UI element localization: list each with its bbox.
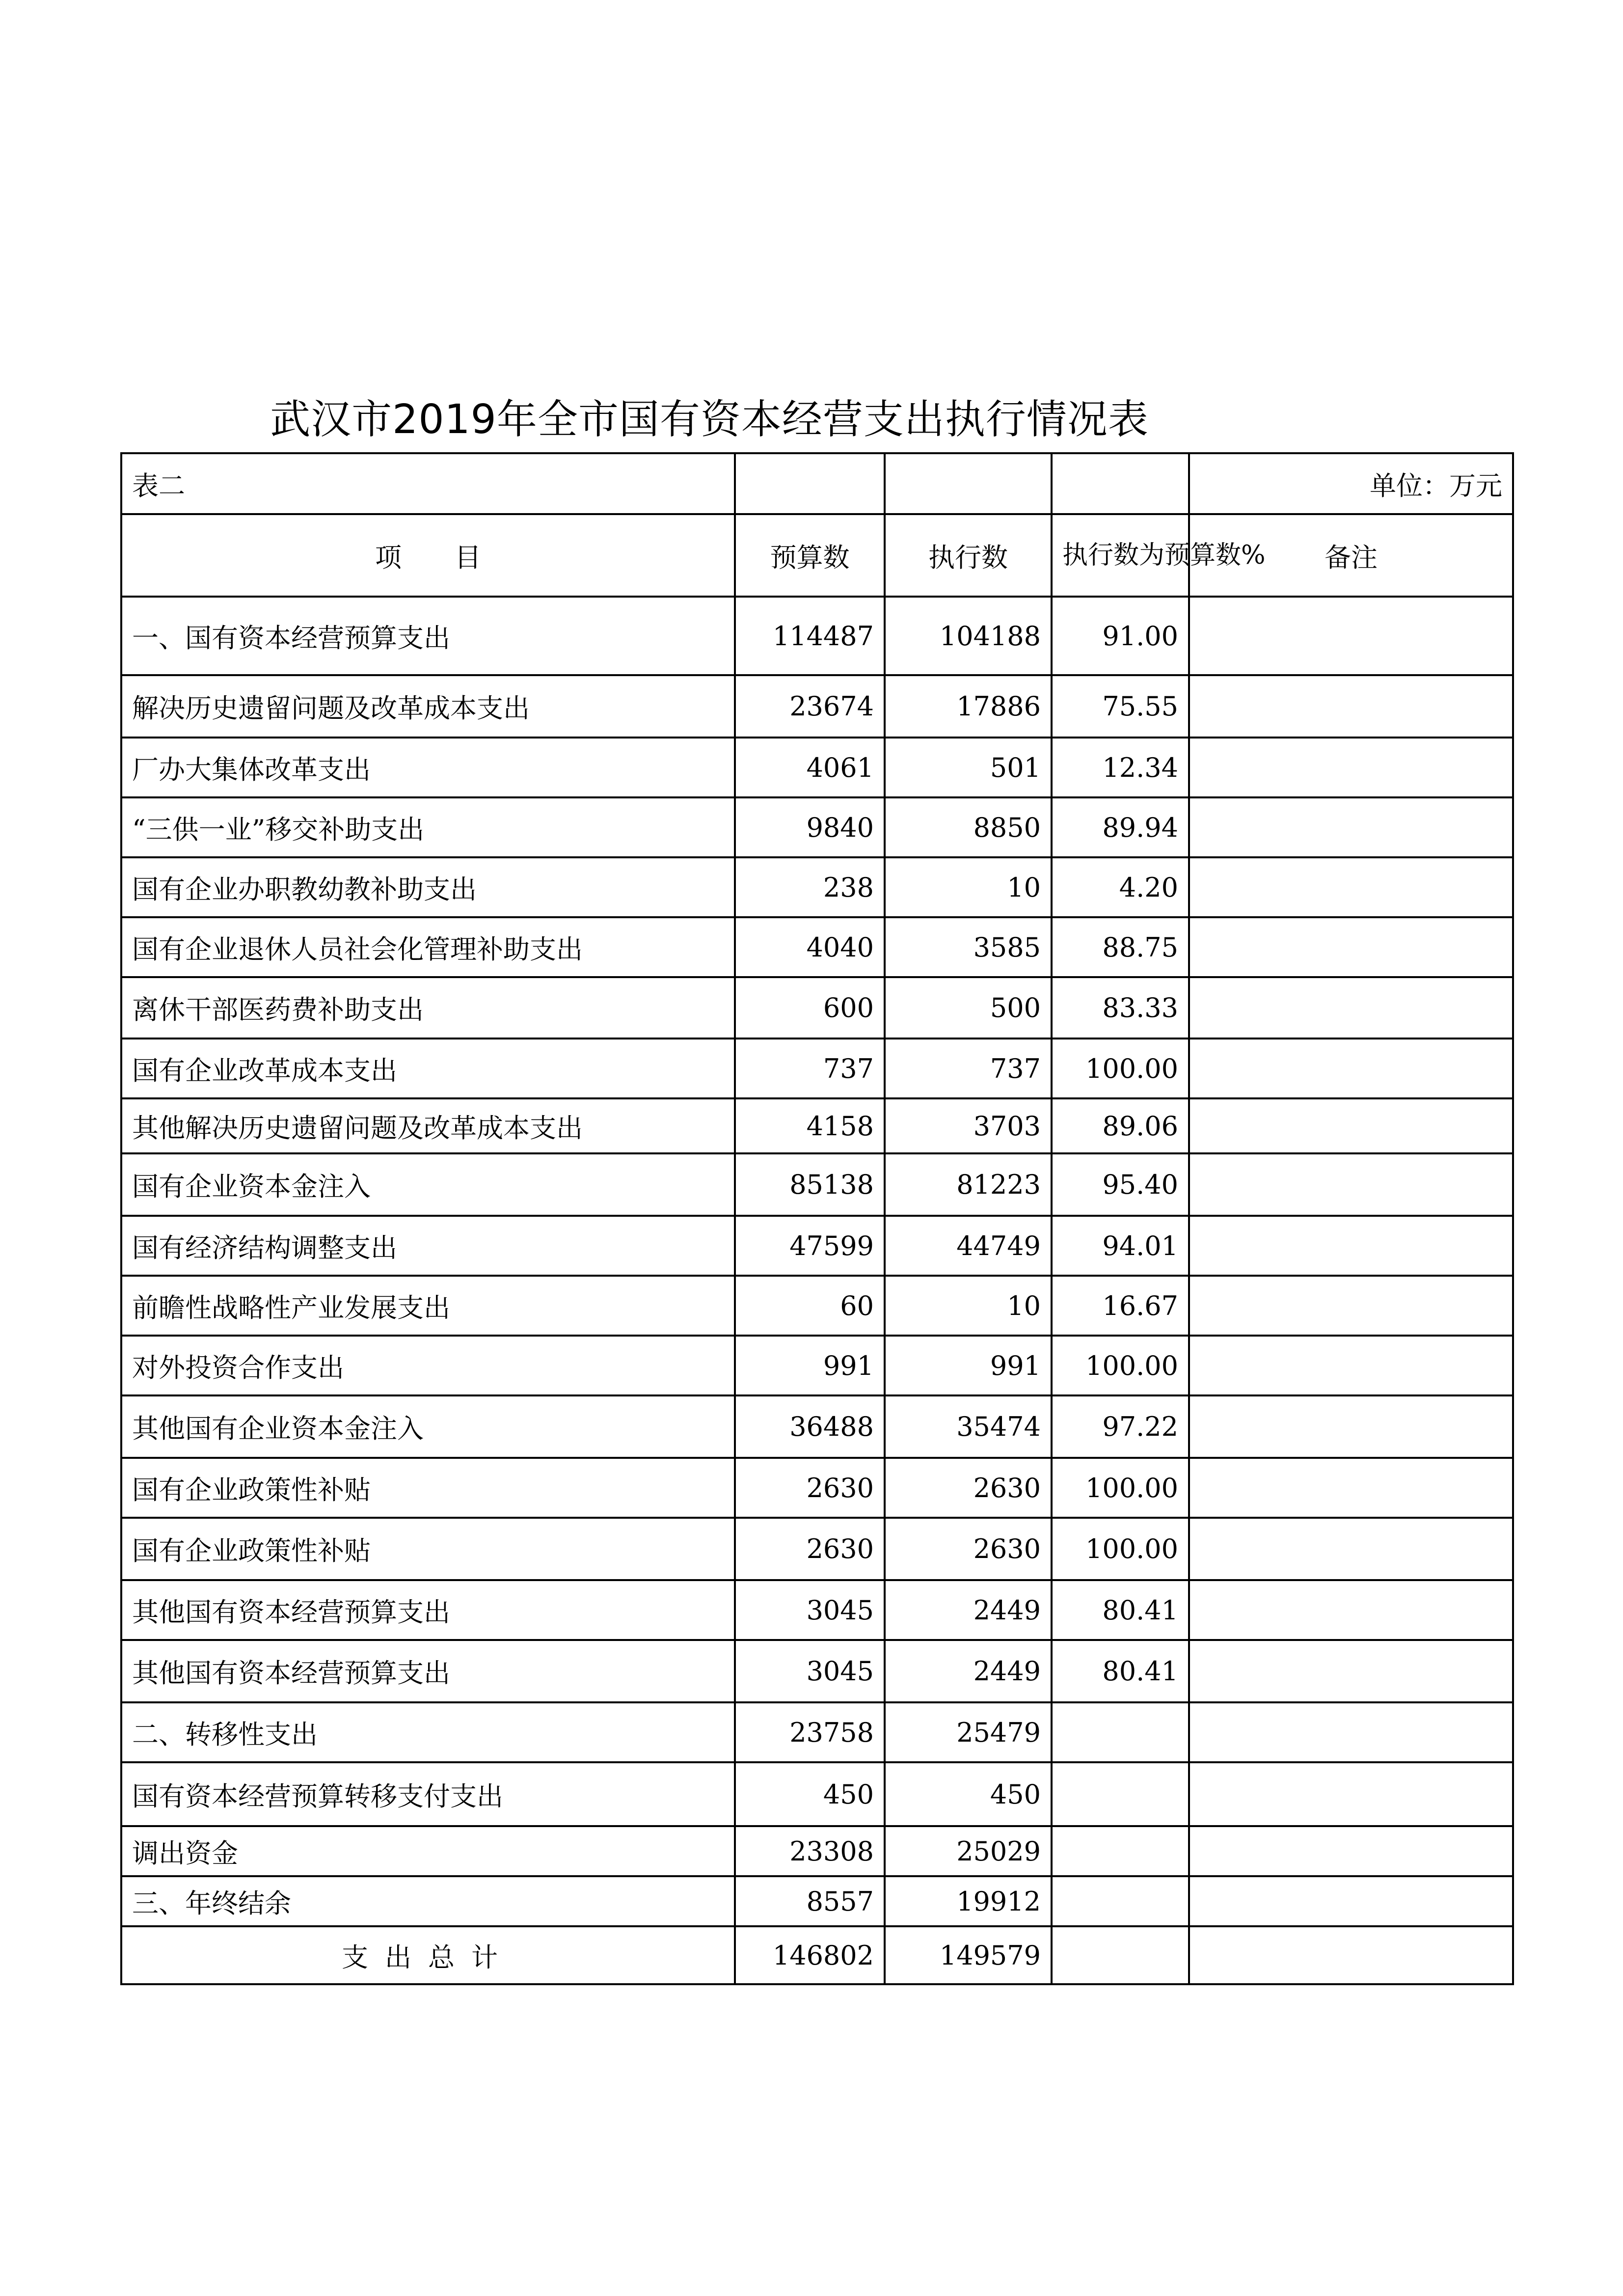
page-title: 武汉市2019年全市国有资本经营支出执行情况表	[270, 396, 1149, 443]
row-item-name: 支出总计	[121, 1926, 735, 1984]
row-budget-value: 991	[735, 1336, 885, 1395]
header-budget: 预算数	[735, 514, 885, 597]
table-row	[121, 1153, 1513, 1216]
table-row	[121, 1876, 1513, 1926]
row-note	[1189, 1153, 1513, 1216]
table-row	[121, 1458, 1513, 1518]
table-row	[121, 1762, 1513, 1826]
row-executed-value: 10	[885, 857, 1052, 917]
row-budget-value: 3045	[735, 1580, 885, 1640]
row-note	[1189, 1640, 1513, 1702]
row-budget-value: 238	[735, 857, 885, 917]
row-note	[1189, 1336, 1513, 1395]
row-executed-value: 25029	[885, 1826, 1052, 1876]
row-ratio-value: 12.34	[1052, 738, 1189, 797]
row-executed-value: 2449	[885, 1580, 1052, 1640]
row-budget-value: 23674	[735, 675, 885, 738]
row-ratio-value	[1052, 1762, 1189, 1826]
row-item-name: 国有企业资本金注入	[121, 1153, 735, 1216]
header-ratio: 执行数为预算数%	[1052, 514, 1189, 597]
table-row	[121, 1395, 1513, 1458]
row-executed-value: 104188	[885, 597, 1052, 675]
row-budget-value: 4040	[735, 917, 885, 977]
row-ratio-value	[1052, 1826, 1189, 1876]
row-executed-value: 81223	[885, 1153, 1052, 1216]
table-row	[121, 1826, 1513, 1876]
row-executed-value: 737	[885, 1039, 1052, 1098]
table-row	[121, 1039, 1513, 1098]
table-row	[121, 675, 1513, 738]
row-ratio-value: 89.06	[1052, 1098, 1189, 1153]
row-budget-value: 114487	[735, 597, 885, 675]
row-budget-value: 4061	[735, 738, 885, 797]
row-item-name: 国有资本经营预算转移支付支出	[121, 1762, 735, 1826]
row-executed-value: 450	[885, 1762, 1052, 1826]
row-note	[1189, 917, 1513, 977]
row-item-name: 解决历史遗留问题及改革成本支出	[121, 675, 735, 738]
table-row	[121, 1926, 1513, 1984]
row-executed-value: 991	[885, 1336, 1052, 1395]
row-ratio-value: 94.01	[1052, 1216, 1189, 1276]
row-executed-value: 19912	[885, 1876, 1052, 1926]
row-item-name: 前瞻性战略性产业发展支出	[121, 1276, 735, 1336]
row-item-name: 国有企业办职教幼教补助支出	[121, 857, 735, 917]
table-row	[121, 857, 1513, 917]
row-note	[1189, 1039, 1513, 1098]
row-executed-value: 10	[885, 1276, 1052, 1336]
row-item-name: 厂办大集体改革支出	[121, 738, 735, 797]
row-note	[1189, 977, 1513, 1039]
row-executed-value: 2449	[885, 1640, 1052, 1702]
row-budget-value: 9840	[735, 797, 885, 857]
row-item-name: 国有经济结构调整支出	[121, 1216, 735, 1276]
row-budget-value: 8557	[735, 1876, 885, 1926]
row-ratio-value: 89.94	[1052, 797, 1189, 857]
row-executed-value: 500	[885, 977, 1052, 1039]
row-executed-value: 2630	[885, 1518, 1052, 1580]
row-executed-value: 149579	[885, 1926, 1052, 1984]
row-note	[1189, 1580, 1513, 1640]
row-budget-value: 60	[735, 1276, 885, 1336]
row-note	[1189, 1216, 1513, 1276]
table-label: 表二	[121, 453, 735, 514]
row-item-name: 三、年终结余	[121, 1876, 735, 1926]
row-note	[1189, 797, 1513, 857]
unit-label: 单位：万元	[1189, 453, 1513, 514]
row-ratio-value	[1052, 1702, 1189, 1762]
row-ratio-value: 88.75	[1052, 917, 1189, 977]
row-item-name: 一、国有资本经营预算支出	[121, 597, 735, 675]
row-budget-value: 2630	[735, 1458, 885, 1518]
row-executed-value: 2630	[885, 1458, 1052, 1518]
row-note	[1189, 738, 1513, 797]
row-ratio-value: 91.00	[1052, 597, 1189, 675]
row-ratio-value: 100.00	[1052, 1039, 1189, 1098]
row-item-name: 国有企业退休人员社会化管理补助支出	[121, 917, 735, 977]
row-executed-value: 17886	[885, 675, 1052, 738]
row-ratio-value: 16.67	[1052, 1276, 1189, 1336]
row-item-name: 国有企业政策性补贴	[121, 1458, 735, 1518]
row-ratio-value: 100.00	[1052, 1458, 1189, 1518]
row-executed-value: 25479	[885, 1702, 1052, 1762]
row-budget-value: 47599	[735, 1216, 885, 1276]
row-item-name: 离休干部医药费补助支出	[121, 977, 735, 1039]
row-budget-value: 85138	[735, 1153, 885, 1216]
table-row	[121, 917, 1513, 977]
row-ratio-value: 80.41	[1052, 1640, 1189, 1702]
label-row-blank	[1052, 453, 1189, 514]
row-ratio-value: 100.00	[1052, 1518, 1189, 1580]
row-note	[1189, 597, 1513, 675]
label-row-blank	[885, 453, 1052, 514]
row-ratio-value	[1052, 1876, 1189, 1926]
row-ratio-value: 97.22	[1052, 1395, 1189, 1458]
table-row	[121, 1518, 1513, 1580]
row-item-name: 对外投资合作支出	[121, 1336, 735, 1395]
row-item-name: 国有企业政策性补贴	[121, 1518, 735, 1580]
table-row	[121, 1098, 1513, 1153]
row-budget-value: 36488	[735, 1395, 885, 1458]
row-executed-value: 3585	[885, 917, 1052, 977]
row-item-name: 调出资金	[121, 1826, 735, 1876]
label-row-blank	[735, 453, 885, 514]
header-executed: 执行数	[885, 514, 1052, 597]
row-item-name: 其他解决历史遗留问题及改革成本支出	[121, 1098, 735, 1153]
row-ratio-value	[1052, 1926, 1189, 1984]
row-item-name: 二、转移性支出	[121, 1702, 735, 1762]
table-row	[121, 738, 1513, 797]
row-budget-value: 23758	[735, 1702, 885, 1762]
row-note	[1189, 1876, 1513, 1926]
row-ratio-value: 80.41	[1052, 1580, 1189, 1640]
row-budget-value: 4158	[735, 1098, 885, 1153]
table-row	[121, 797, 1513, 857]
row-note	[1189, 1395, 1513, 1458]
row-note	[1189, 1458, 1513, 1518]
row-item-name: 其他国有企业资本金注入	[121, 1395, 735, 1458]
table-row	[121, 1640, 1513, 1702]
row-executed-value: 501	[885, 738, 1052, 797]
table-row	[121, 1580, 1513, 1640]
label-row	[121, 453, 1513, 514]
row-item-name: 国有企业改革成本支出	[121, 1039, 735, 1098]
row-budget-value: 450	[735, 1762, 885, 1826]
row-note	[1189, 1762, 1513, 1826]
row-note	[1189, 1826, 1513, 1876]
table-row	[121, 597, 1513, 675]
table-row	[121, 1216, 1513, 1276]
row-budget-value: 23308	[735, 1826, 885, 1876]
table-row	[121, 1702, 1513, 1762]
header-note: 备注	[1189, 514, 1513, 597]
row-note	[1189, 1702, 1513, 1762]
row-executed-value: 44749	[885, 1216, 1052, 1276]
row-ratio-value: 100.00	[1052, 1336, 1189, 1395]
row-item-name: 其他国有资本经营预算支出	[121, 1580, 735, 1640]
row-budget-value: 3045	[735, 1640, 885, 1702]
row-note	[1189, 675, 1513, 738]
row-budget-value: 146802	[735, 1926, 885, 1984]
row-note	[1189, 1926, 1513, 1984]
row-executed-value: 35474	[885, 1395, 1052, 1458]
row-budget-value: 737	[735, 1039, 885, 1098]
row-budget-value: 600	[735, 977, 885, 1039]
table-row	[121, 1276, 1513, 1336]
row-executed-value: 8850	[885, 797, 1052, 857]
row-ratio-value: 83.33	[1052, 977, 1189, 1039]
row-budget-value: 2630	[735, 1518, 885, 1580]
row-ratio-value: 4.20	[1052, 857, 1189, 917]
row-note	[1189, 857, 1513, 917]
row-note	[1189, 1518, 1513, 1580]
row-ratio-value: 75.55	[1052, 675, 1189, 738]
header-item: 项 目	[121, 514, 735, 597]
header-row	[121, 514, 1513, 597]
row-item-name: 其他国有资本经营预算支出	[121, 1640, 735, 1702]
table-row	[121, 977, 1513, 1039]
row-executed-value: 3703	[885, 1098, 1052, 1153]
expenditure-table	[120, 452, 1514, 1985]
row-note	[1189, 1276, 1513, 1336]
row-ratio-value: 95.40	[1052, 1153, 1189, 1216]
row-item-name: “三供一业”移交补助支出	[121, 797, 735, 857]
row-note	[1189, 1098, 1513, 1153]
table-row	[121, 1336, 1513, 1395]
